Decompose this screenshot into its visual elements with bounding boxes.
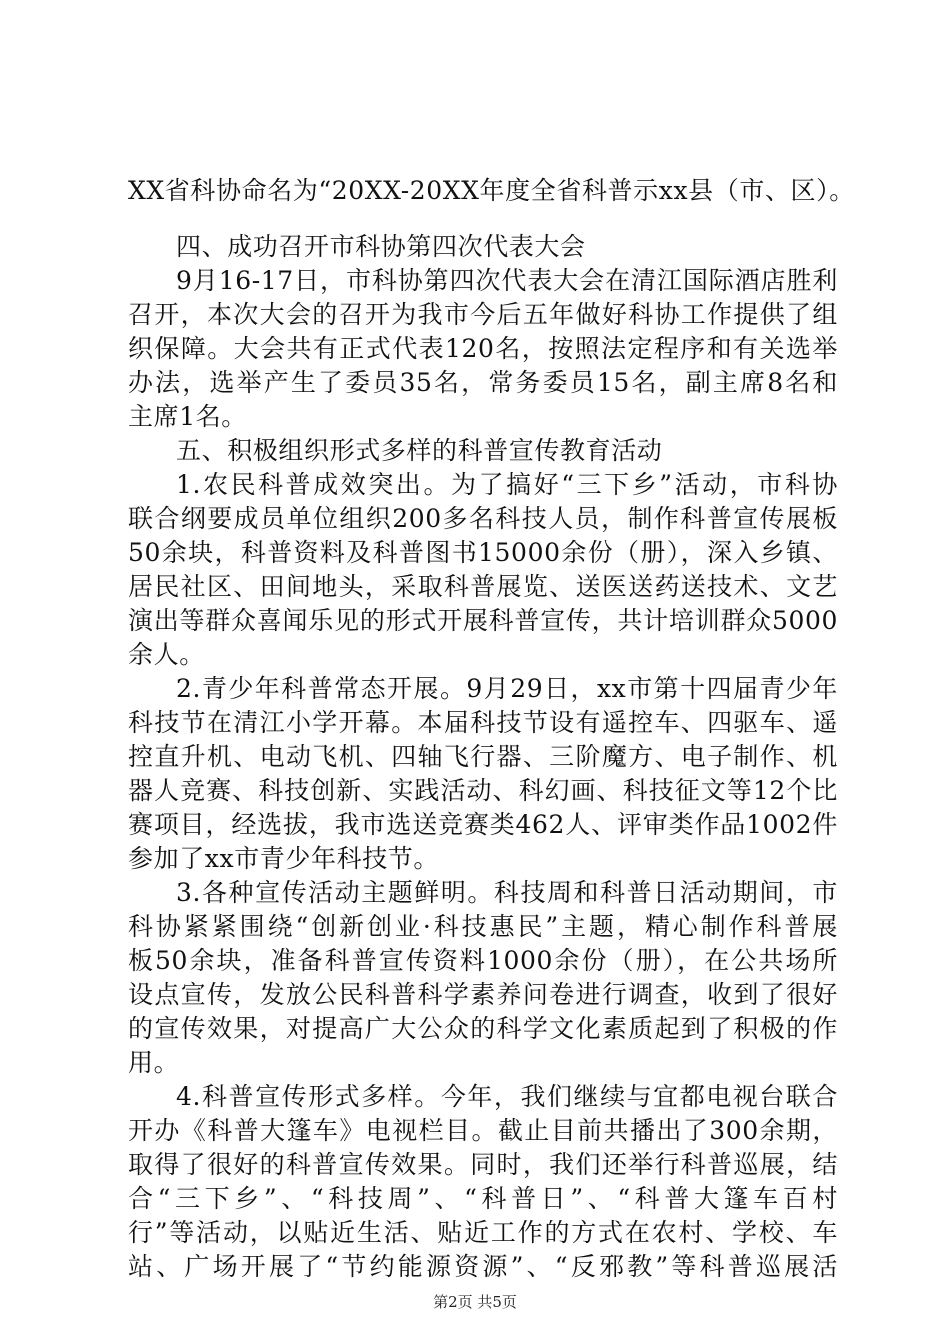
- paragraph-line: 板50余块，准备科普宣传资料1000余份（册），在公共场所: [128, 946, 838, 975]
- paragraph-line: 开办《科普大篷车》电视栏目。截止目前共播出了300余期，: [128, 1116, 838, 1145]
- paragraph-line: 取得了很好的科普宣传效果。同时，我们还举行科普巡展，结: [128, 1150, 838, 1179]
- paragraph-line: 1.农民科普成效突出。为了搞好“三下乡”活动，市科协: [176, 470, 838, 499]
- paragraph-line: 科协紧紧围绕“创新创业·科技惠民”主题，精心制作科普展: [128, 912, 838, 941]
- section-heading: 五、积极组织形式多样的科普宣传教育活动: [176, 436, 663, 465]
- paragraph-line: 用。: [128, 1048, 180, 1077]
- paragraph-line: 合“三下乡”、“科技周”、“科普日”、“科普大篷车百村: [128, 1184, 838, 1213]
- paragraph-line: 3.各种宣传活动主题鲜明。科技周和科普日活动期间，市: [176, 878, 838, 907]
- paragraph-line: 赛项目，经选拔，我市选送竞赛类462人、评审类作品1002件: [128, 810, 838, 839]
- paragraph-line: XX省科协命名为“20XX-20XX年度全省科普示xx县（市、区）。: [128, 176, 855, 205]
- paragraph-line: 余人。: [128, 640, 205, 669]
- paragraph-line: 科技节在清江小学开幕。本届科技节设有遥控车、四驱车、遥: [128, 708, 838, 737]
- paragraph-line: 召开，本次大会的召开为我市今后五年做好科协工作提供了组: [128, 300, 838, 329]
- paragraph-line: 50余块，科普资料及科普图书15000余份（册），深入乡镇、: [128, 538, 838, 567]
- paragraph-line: 9月16-17日，市科协第四次代表大会在清江国际酒店胜利: [176, 266, 838, 295]
- section-heading: 四、成功召开市科协第四次代表大会: [176, 232, 586, 261]
- paragraph-line: 控直升机、电动飞机、四轴飞行器、三阶魔方、电子制作、机: [128, 742, 838, 771]
- paragraph-line: 演出等群众喜闻乐见的形式开展科普宣传，共计培训群众5000: [128, 606, 838, 635]
- paragraph-line: 居民社区、田间地头，采取科普展览、送医送药送技术、文艺: [128, 572, 838, 601]
- paragraph-line: 织保障。大会共有正式代表120名，按照法定程序和有关选举: [128, 334, 838, 363]
- paragraph-line: 4.科普宣传形式多样。今年，我们继续与宜都电视台联合: [176, 1082, 838, 1111]
- paragraph-line: 行”等活动，以贴近生活、贴近工作的方式在农村、学校、车: [128, 1218, 838, 1247]
- paragraph-line: 联合纲要成员单位组织200多名科技人员，制作科普宣传展板: [128, 504, 838, 533]
- paragraph-line: 主席1名。: [128, 402, 247, 431]
- paragraph-line: 2.青少年科普常态开展。9月29日，xx市第十四届青少年: [176, 674, 838, 703]
- paragraph-line: 站、广场开展了“节约能源资源”、“反邪教”等科普巡展活: [128, 1252, 838, 1281]
- paragraph-line: 的宣传效果，对提高广大公众的科学文化素质起到了积极的作: [128, 1014, 838, 1043]
- paragraph-line: 设点宣传，发放公民科普科学素养问卷进行调查，收到了很好: [128, 980, 838, 1009]
- paragraph-line: 参加了xx市青少年科技节。: [128, 844, 439, 873]
- page-number: 第2页 共5页: [433, 1293, 517, 1311]
- paragraph-line: 器人竞赛、科技创新、实践活动、科幻画、科技征文等12个比: [128, 776, 838, 805]
- paragraph-line: 办法，选举产生了委员35名，常务委员15名，副主席8名和: [128, 368, 838, 397]
